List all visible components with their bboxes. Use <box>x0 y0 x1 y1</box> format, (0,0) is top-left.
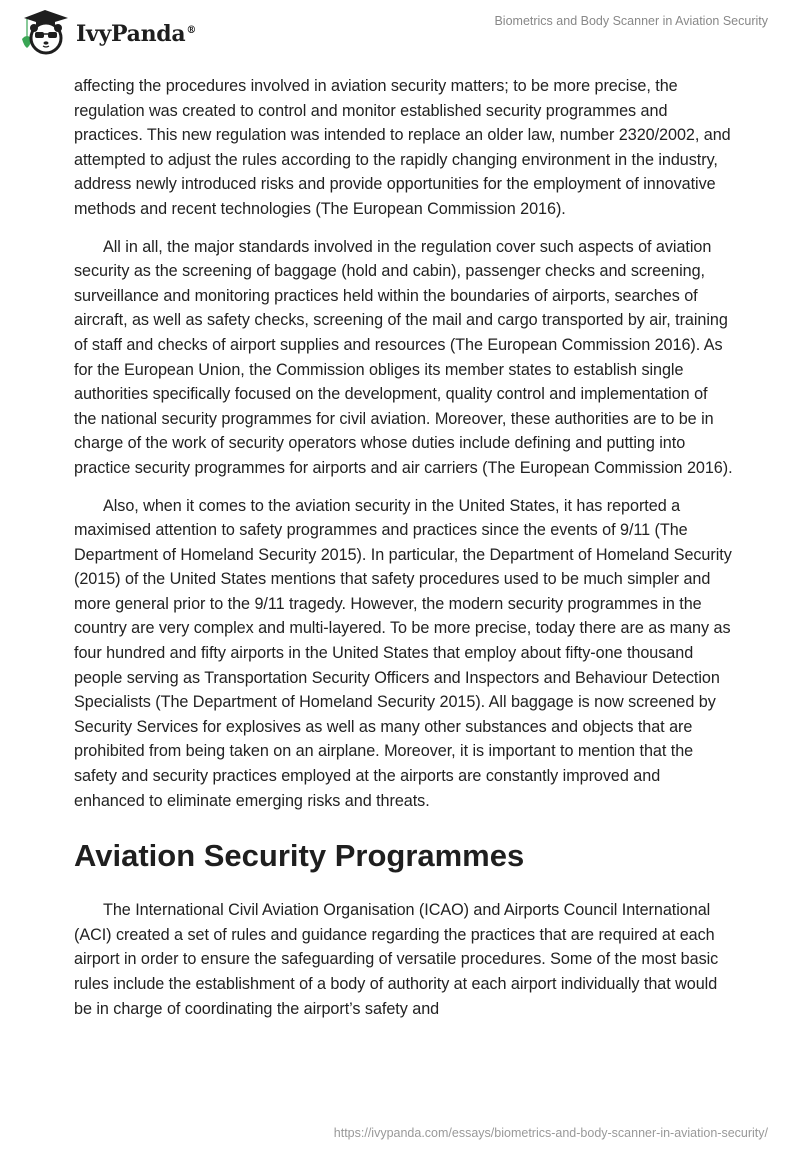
ivypanda-logo[interactable] <box>16 8 196 56</box>
paragraph: affecting the procedures involved in aviation security matters; to be more precise, the regulation was created to control and monitor established security programmes and practices. This new regulation was intended to replace an older law, number 2320/2002, and attempted to adjust the rules according to the rapidly changing environment in the industry, address newly introduced risks and provide opportunities for the employment of innovative methods and recent technologies (The European Commission 2016). <box>74 77 731 218</box>
paragraph: The International Civil Aviation Organisation (ICAO) and Airports Council International (ACI) created a set of rules and guidance regarding the practices that are required at each airport in order to ensure the safeguarding of versatile procedures. Some of the most basic rules include the establishment of a body of authority at each airport individually that would be in charge of coordinating the airport’s safety and <box>74 901 719 1018</box>
registered-mark: ® <box>186 24 197 36</box>
essay-content <box>74 74 734 1034</box>
section-heading: Aviation Security Programmes <box>74 838 525 874</box>
source-url[interactable]: https://ivypanda.com/essays/biometrics-and-body-scanner-in-aviation-security/ <box>333 1126 768 1140</box>
document-title: Biometrics and Body Scanner in Aviation Security <box>494 14 768 28</box>
paragraph: All in all, the major standards involved in the regulation cover such aspects of aviation security as the screening of baggage (hold and cabin), passenger checks and screening, surveillance and monitoring practices held within the boundaries of airports, searches of aircraft, as well as safety checks, screening of the mail and cargo transported by air, training of staff and checks of airport supplies and resources (The European Commission 2016). As for the European Union, the Commission obliges its member states to establish single authorities specifically focused on the development, quality control and implementation of the national security programmes for civil aviation. Moreover, these authorities are to be in charge of the work of security operators whose duties include defining and putting into practice security programmes for airports and air carriers (The European Commission 2016). <box>74 237 733 477</box>
logo-text: IvyPanda® <box>76 21 197 47</box>
paragraph: Also, when it comes to the aviation security in the United States, it has reported a maximised attention to safety programmes and practices since the events of 9/11 (The Department of Homeland Security 2015). In particular, the Department of Homeland Security (2015) of the United States mentions that safety procedures used to be much simpler and more general prior to the 9/11 tragedy. However, the modern security programmes in the country are very complex and multi-layered. To be more precise, today there are as many as four hundred and fifty airports in the United States that employ about fifty-one thousand people serving as Transportation Security Officers and Inspectors and Behaviour Detection Specialists (The Department of Homeland Security 2015). All baggage is now screened by Security Services for explosives as well as many other substances and objects that are prohibited from being taken on an airplane. Moreover, it is important to mention that the safety and security practices employed at the airports are constantly improved and enhanced to eliminate emerging risks and threats. <box>74 496 732 810</box>
page-header <box>0 0 800 60</box>
panda-graduate-icon <box>16 8 74 56</box>
